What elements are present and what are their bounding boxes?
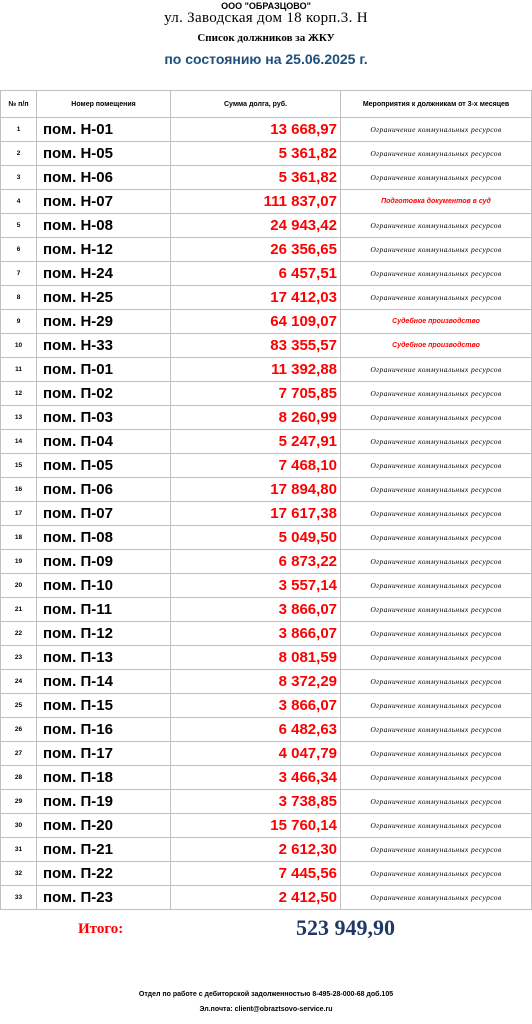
table-row bbox=[1, 430, 532, 454]
room-number-cell: пом. П-07 bbox=[37, 502, 171, 526]
measure-cell: Ограничение коммунальных ресурсов bbox=[341, 358, 532, 382]
debt-amount-cell: 4 047,79 bbox=[171, 742, 341, 766]
table-row bbox=[1, 790, 532, 814]
total-label: Итого: bbox=[78, 921, 124, 937]
table-row bbox=[1, 478, 532, 502]
as-of-date: по состоянию на 25.06.2025 г. bbox=[164, 51, 368, 67]
debt-amount-cell: 7 705,85 bbox=[171, 382, 341, 406]
measure-cell: Ограничение коммунальных ресурсов bbox=[341, 238, 532, 262]
measure-cell: Ограничение коммунальных ресурсов bbox=[341, 118, 532, 142]
measure-cell: Ограничение коммунальных ресурсов bbox=[341, 862, 532, 886]
table-row bbox=[1, 742, 532, 766]
room-number-cell: пом. П-03 bbox=[37, 406, 171, 430]
measure-cell: Ограничение коммунальных ресурсов bbox=[341, 214, 532, 238]
row-number-cell: 10 bbox=[1, 334, 37, 358]
building-address: ул. Заводская дом 18 корп.3. Н bbox=[164, 10, 368, 26]
row-number-cell: 1 bbox=[1, 118, 37, 142]
row-number-cell: 13 bbox=[1, 406, 37, 430]
row-number-cell: 27 bbox=[1, 742, 37, 766]
room-number-cell: пом. П-05 bbox=[37, 454, 171, 478]
table-row bbox=[1, 622, 532, 646]
measure-cell: Ограничение коммунальных ресурсов bbox=[341, 886, 532, 910]
table-row bbox=[1, 862, 532, 886]
measure-cell: Ограничение коммунальных ресурсов bbox=[341, 694, 532, 718]
row-number-cell: 24 bbox=[1, 670, 37, 694]
room-number-cell: пом. Н-05 bbox=[37, 142, 171, 166]
table-body bbox=[1, 118, 532, 910]
measure-cell: Судебное производство bbox=[341, 310, 532, 334]
room-number-cell: пом. П-23 bbox=[37, 886, 171, 910]
row-number-cell: 11 bbox=[1, 358, 37, 382]
row-number-cell: 30 bbox=[1, 814, 37, 838]
debt-amount-cell: 5 361,82 bbox=[171, 142, 341, 166]
row-number-cell: 7 bbox=[1, 262, 37, 286]
table-row bbox=[1, 262, 532, 286]
row-number-cell: 25 bbox=[1, 694, 37, 718]
total-value: 523 949,90 bbox=[296, 915, 395, 940]
measure-cell: Ограничение коммунальных ресурсов bbox=[341, 670, 532, 694]
debt-amount-cell: 2 612,30 bbox=[171, 838, 341, 862]
debt-amount-cell: 8 372,29 bbox=[171, 670, 341, 694]
column-header-room: Номер помещения bbox=[37, 91, 171, 118]
measure-cell: Подготовка документов в суд bbox=[341, 190, 532, 214]
measure-cell: Ограничение коммунальных ресурсов bbox=[341, 550, 532, 574]
measure-cell: Ограничение коммунальных ресурсов bbox=[341, 646, 532, 670]
debt-amount-cell: 17 894,80 bbox=[171, 478, 341, 502]
debt-amount-cell: 6 482,63 bbox=[171, 718, 341, 742]
table-row bbox=[1, 838, 532, 862]
room-number-cell: пом. П-15 bbox=[37, 694, 171, 718]
measure-cell: Ограничение коммунальных ресурсов bbox=[341, 526, 532, 550]
measure-cell: Ограничение коммунальных ресурсов bbox=[341, 262, 532, 286]
row-number-cell: 16 bbox=[1, 478, 37, 502]
room-number-cell: пом. П-09 bbox=[37, 550, 171, 574]
table-row bbox=[1, 334, 532, 358]
column-header-debt: Сумма долга, руб. bbox=[171, 91, 341, 118]
table-row bbox=[1, 550, 532, 574]
row-number-cell: 8 bbox=[1, 286, 37, 310]
table-row bbox=[1, 118, 532, 142]
row-number-cell: 6 bbox=[1, 238, 37, 262]
row-number-cell: 14 bbox=[1, 430, 37, 454]
debt-amount-cell: 7 468,10 bbox=[171, 454, 341, 478]
room-number-cell: пом. Н-24 bbox=[37, 262, 171, 286]
measure-cell: Ограничение коммунальных ресурсов bbox=[341, 454, 532, 478]
row-number-cell: 26 bbox=[1, 718, 37, 742]
debt-amount-cell: 111 837,07 bbox=[171, 190, 341, 214]
organization-name: ООО "ОБРАЗЦОВО" bbox=[221, 1, 311, 11]
row-number-cell: 33 bbox=[1, 886, 37, 910]
measure-cell: Ограничение коммунальных ресурсов bbox=[341, 742, 532, 766]
measure-cell: Ограничение коммунальных ресурсов bbox=[341, 790, 532, 814]
measure-cell: Ограничение коммунальных ресурсов bbox=[341, 814, 532, 838]
debt-amount-cell: 17 617,38 bbox=[171, 502, 341, 526]
debt-amount-cell: 6 457,51 bbox=[171, 262, 341, 286]
measure-cell: Ограничение коммунальных ресурсов bbox=[341, 382, 532, 406]
footer-department-contact: Отдел по работе с дебиторской задолженностью 8-495-28-000-68 доб.105 bbox=[138, 991, 394, 998]
row-number-cell: 21 bbox=[1, 598, 37, 622]
row-number-cell: 18 bbox=[1, 526, 37, 550]
measure-cell: Ограничение коммунальных ресурсов bbox=[341, 766, 532, 790]
room-number-cell: пом. Н-08 bbox=[37, 214, 171, 238]
room-number-cell: пом. Н-01 bbox=[37, 118, 171, 142]
room-number-cell: пом. П-22 bbox=[37, 862, 171, 886]
debt-amount-cell: 24 943,42 bbox=[171, 214, 341, 238]
debt-amount-cell: 5 361,82 bbox=[171, 166, 341, 190]
table-row bbox=[1, 526, 532, 550]
debt-amount-cell: 5 247,91 bbox=[171, 430, 341, 454]
debt-amount-cell: 8 081,59 bbox=[171, 646, 341, 670]
table-row bbox=[1, 454, 532, 478]
debt-amount-cell: 3 466,34 bbox=[171, 766, 341, 790]
row-number-cell: 17 bbox=[1, 502, 37, 526]
debt-amount-cell: 8 260,99 bbox=[171, 406, 341, 430]
debt-amount-cell: 3 866,07 bbox=[171, 694, 341, 718]
room-number-cell: пом. П-04 bbox=[37, 430, 171, 454]
table-row bbox=[1, 142, 532, 166]
row-number-cell: 3 bbox=[1, 166, 37, 190]
table-row bbox=[1, 166, 532, 190]
debt-amount-cell: 13 668,97 bbox=[171, 118, 341, 142]
table-row bbox=[1, 214, 532, 238]
room-number-cell: пом. П-20 bbox=[37, 814, 171, 838]
debt-amount-cell: 2 412,50 bbox=[171, 886, 341, 910]
debt-amount-cell: 15 760,14 bbox=[171, 814, 341, 838]
table-row bbox=[1, 238, 532, 262]
measure-cell: Ограничение коммунальных ресурсов bbox=[341, 142, 532, 166]
debt-amount-cell: 26 356,65 bbox=[171, 238, 341, 262]
table-row bbox=[1, 406, 532, 430]
table-row bbox=[1, 190, 532, 214]
row-number-cell: 31 bbox=[1, 838, 37, 862]
room-number-cell: пом. П-14 bbox=[37, 670, 171, 694]
row-number-cell: 23 bbox=[1, 646, 37, 670]
row-number-cell: 28 bbox=[1, 766, 37, 790]
measure-cell: Ограничение коммунальных ресурсов bbox=[341, 598, 532, 622]
table-row bbox=[1, 574, 532, 598]
column-header-number: № п/п bbox=[1, 91, 37, 118]
room-number-cell: пом. П-12 bbox=[37, 622, 171, 646]
table-row bbox=[1, 718, 532, 742]
room-number-cell: пом. П-13 bbox=[37, 646, 171, 670]
measure-cell: Ограничение коммунальных ресурсов bbox=[341, 406, 532, 430]
row-number-cell: 19 bbox=[1, 550, 37, 574]
debt-amount-cell: 3 738,85 bbox=[171, 790, 341, 814]
room-number-cell: пом. Н-06 bbox=[37, 166, 171, 190]
table-row bbox=[1, 358, 532, 382]
table-header-row bbox=[1, 91, 532, 118]
measure-cell: Ограничение коммунальных ресурсов bbox=[341, 478, 532, 502]
debt-amount-cell: 17 412,03 bbox=[171, 286, 341, 310]
room-number-cell: пом. П-10 bbox=[37, 574, 171, 598]
table-row bbox=[1, 598, 532, 622]
row-number-cell: 29 bbox=[1, 790, 37, 814]
table-row bbox=[1, 694, 532, 718]
room-number-cell: пом. П-06 bbox=[37, 478, 171, 502]
debt-amount-cell: 7 445,56 bbox=[171, 862, 341, 886]
row-number-cell: 4 bbox=[1, 190, 37, 214]
room-number-cell: пом. Н-12 bbox=[37, 238, 171, 262]
table-row bbox=[1, 766, 532, 790]
table-row bbox=[1, 286, 532, 310]
measure-cell: Судебное производство bbox=[341, 334, 532, 358]
table-row bbox=[1, 502, 532, 526]
room-number-cell: пом. П-08 bbox=[37, 526, 171, 550]
debt-amount-cell: 64 109,07 bbox=[171, 310, 341, 334]
row-number-cell: 20 bbox=[1, 574, 37, 598]
table-row bbox=[1, 814, 532, 838]
table-row bbox=[1, 670, 532, 694]
measure-cell: Ограничение коммунальных ресурсов bbox=[341, 286, 532, 310]
room-number-cell: пом. Н-25 bbox=[37, 286, 171, 310]
row-number-cell: 12 bbox=[1, 382, 37, 406]
room-number-cell: пом. П-21 bbox=[37, 838, 171, 862]
row-number-cell: 5 bbox=[1, 214, 37, 238]
debt-amount-cell: 3 866,07 bbox=[171, 598, 341, 622]
list-title: Список должников за ЖКУ bbox=[197, 32, 335, 44]
measure-cell: Ограничение коммунальных ресурсов bbox=[341, 430, 532, 454]
debt-amount-cell: 5 049,50 bbox=[171, 526, 341, 550]
table-row bbox=[1, 382, 532, 406]
room-number-cell: пом. П-02 bbox=[37, 382, 171, 406]
measure-cell: Ограничение коммунальных ресурсов bbox=[341, 718, 532, 742]
measure-cell: Ограничение коммунальных ресурсов bbox=[341, 622, 532, 646]
row-number-cell: 15 bbox=[1, 454, 37, 478]
debtors-table bbox=[0, 90, 532, 910]
footer-email: Эл.почта: client@obraztsovo-service.ru bbox=[199, 1006, 333, 1013]
room-number-cell: пом. П-16 bbox=[37, 718, 171, 742]
room-number-cell: пом. Н-33 bbox=[37, 334, 171, 358]
room-number-cell: пом. Н-07 bbox=[37, 190, 171, 214]
measure-cell: Ограничение коммунальных ресурсов bbox=[341, 502, 532, 526]
room-number-cell: пом. Н-29 bbox=[37, 310, 171, 334]
row-number-cell: 22 bbox=[1, 622, 37, 646]
table-row bbox=[1, 310, 532, 334]
room-number-cell: пом. П-01 bbox=[37, 358, 171, 382]
debt-amount-cell: 6 873,22 bbox=[171, 550, 341, 574]
row-number-cell: 32 bbox=[1, 862, 37, 886]
room-number-cell: пом. П-18 bbox=[37, 766, 171, 790]
table-row bbox=[1, 886, 532, 910]
debt-amount-cell: 3 866,07 bbox=[171, 622, 341, 646]
debt-amount-cell: 83 355,57 bbox=[171, 334, 341, 358]
measure-cell: Ограничение коммунальных ресурсов bbox=[341, 166, 532, 190]
debt-amount-cell: 3 557,14 bbox=[171, 574, 341, 598]
debt-amount-cell: 11 392,88 bbox=[171, 358, 341, 382]
table-row bbox=[1, 646, 532, 670]
room-number-cell: пом. П-19 bbox=[37, 790, 171, 814]
room-number-cell: пом. П-17 bbox=[37, 742, 171, 766]
measure-cell: Ограничение коммунальных ресурсов bbox=[341, 838, 532, 862]
row-number-cell: 2 bbox=[1, 142, 37, 166]
column-header-measures: Мероприятия к должникам от 3-х месяцев bbox=[341, 91, 532, 118]
room-number-cell: пом. П-11 bbox=[37, 598, 171, 622]
row-number-cell: 9 bbox=[1, 310, 37, 334]
measure-cell: Ограничение коммунальных ресурсов bbox=[341, 574, 532, 598]
